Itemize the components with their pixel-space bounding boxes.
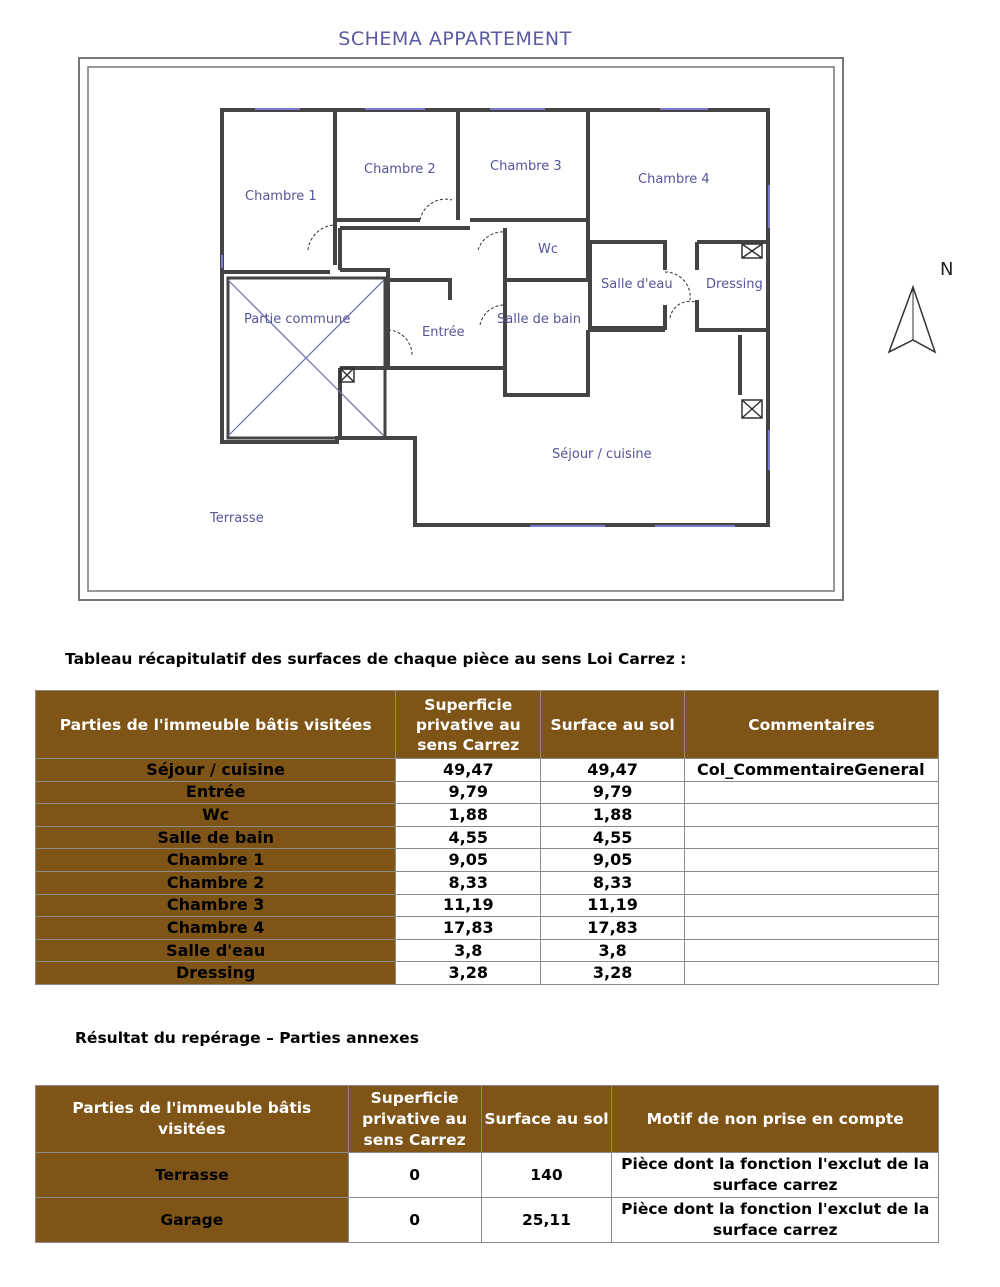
row-name: Séjour / cuisine	[36, 759, 396, 782]
room-label-chambre1: Chambre 1	[245, 189, 317, 204]
row-motif: Pièce dont la fonction l'exclut de la surface carrez	[612, 1153, 939, 1198]
row-carrez: 0	[348, 1153, 481, 1198]
row-sol: 8,33	[541, 871, 685, 894]
row-sol: 17,83	[541, 917, 685, 940]
table2-title: Résultat du repérage – Parties annexes	[75, 1029, 419, 1047]
table-row	[36, 1153, 939, 1198]
common-area-cross	[228, 280, 384, 436]
row-name: Chambre 3	[36, 894, 396, 917]
room-label-chambre4: Chambre 4	[638, 172, 710, 187]
header-surface-sol: Surface au sol	[481, 1086, 612, 1153]
room-label-terrasse: Terrasse	[210, 511, 264, 526]
header-superficie-carrez: Superficie privative au sens Carrez	[348, 1086, 481, 1153]
table-row	[36, 804, 939, 827]
row-motif: Pièce dont la fonction l'exclut de la surface carrez	[612, 1198, 939, 1243]
table1-title: Tableau récapitulatif des surfaces de chaque pièce au sens Loi Carrez :	[65, 650, 687, 668]
row-sol: 4,55	[541, 826, 685, 849]
header-motif: Motif de non prise en compte	[612, 1086, 939, 1153]
north-label: N	[940, 259, 954, 280]
row-sol: 9,05	[541, 849, 685, 872]
room-label-dressing: Dressing	[706, 277, 763, 292]
room-label-salle-de-bain: Salle de bain	[497, 312, 582, 327]
room-label-chambre3: Chambre 3	[490, 159, 562, 174]
table-row	[36, 917, 939, 940]
table-row	[36, 894, 939, 917]
row-carrez: 9,05	[396, 849, 541, 872]
row-name: Wc	[36, 804, 396, 827]
schema-title: SCHEMA APPARTEMENT	[338, 28, 572, 50]
row-sol: 49,47	[541, 759, 685, 782]
row-name: Chambre 4	[36, 917, 396, 940]
row-comment	[685, 939, 939, 962]
row-carrez: 8,33	[396, 871, 541, 894]
row-name: Dressing	[36, 962, 396, 985]
row-name: Entrée	[36, 781, 396, 804]
header-parties: Parties de l'immeuble bâtis visitées	[36, 1086, 349, 1153]
row-name: Terrasse	[36, 1153, 349, 1198]
row-name: Salle de bain	[36, 826, 396, 849]
row-carrez: 4,55	[396, 826, 541, 849]
row-carrez: 17,83	[396, 917, 541, 940]
table-row	[36, 759, 939, 782]
room-label-partie-commune: Partie commune	[244, 312, 351, 327]
room-label-sejour: Séjour / cuisine	[552, 447, 652, 462]
row-sol: 1,88	[541, 804, 685, 827]
header-surface-sol: Surface au sol	[541, 691, 685, 759]
table-row	[36, 1198, 939, 1243]
row-sol: 3,28	[541, 962, 685, 985]
floor-plan	[0, 0, 1000, 620]
row-comment	[685, 894, 939, 917]
row-carrez: 11,19	[396, 894, 541, 917]
row-sol: 9,79	[541, 781, 685, 804]
row-name: Chambre 1	[36, 849, 396, 872]
row-carrez: 3,8	[396, 939, 541, 962]
table-row	[36, 826, 939, 849]
row-sol: 3,8	[541, 939, 685, 962]
table-header-row	[36, 691, 939, 759]
header-parties: Parties de l'immeuble bâtis visitées	[36, 691, 396, 759]
row-comment	[685, 871, 939, 894]
row-name: Chambre 2	[36, 871, 396, 894]
row-comment	[685, 781, 939, 804]
row-carrez: 1,88	[396, 804, 541, 827]
loi-carrez-table	[35, 690, 939, 985]
row-sol: 25,11	[481, 1198, 612, 1243]
header-commentaires: Commentaires	[685, 691, 939, 759]
table-row	[36, 939, 939, 962]
row-carrez: 49,47	[396, 759, 541, 782]
row-comment	[685, 804, 939, 827]
row-name: Garage	[36, 1198, 349, 1243]
row-carrez: 3,28	[396, 962, 541, 985]
room-label-salle-eau: Salle d'eau	[601, 277, 673, 292]
table-row	[36, 849, 939, 872]
north-arrow-icon	[889, 259, 953, 352]
row-comment	[685, 962, 939, 985]
row-comment	[685, 826, 939, 849]
table-row	[36, 781, 939, 804]
row-comment	[685, 917, 939, 940]
row-comment	[685, 849, 939, 872]
row-sol: 11,19	[541, 894, 685, 917]
table-row	[36, 962, 939, 985]
room-label-wc: Wc	[538, 242, 559, 257]
row-comment: Col_CommentaireGeneral	[685, 759, 939, 782]
row-carrez: 9,79	[396, 781, 541, 804]
header-superficie-carrez: Superficie privative au sens Carrez	[396, 691, 541, 759]
room-label-chambre2: Chambre 2	[364, 162, 436, 177]
row-sol: 140	[481, 1153, 612, 1198]
row-carrez: 0	[348, 1198, 481, 1243]
room-label-entree: Entrée	[422, 325, 465, 340]
row-name: Salle d'eau	[36, 939, 396, 962]
table-header-row	[36, 1086, 939, 1153]
parties-annexes-table	[35, 1085, 939, 1243]
table-row	[36, 871, 939, 894]
